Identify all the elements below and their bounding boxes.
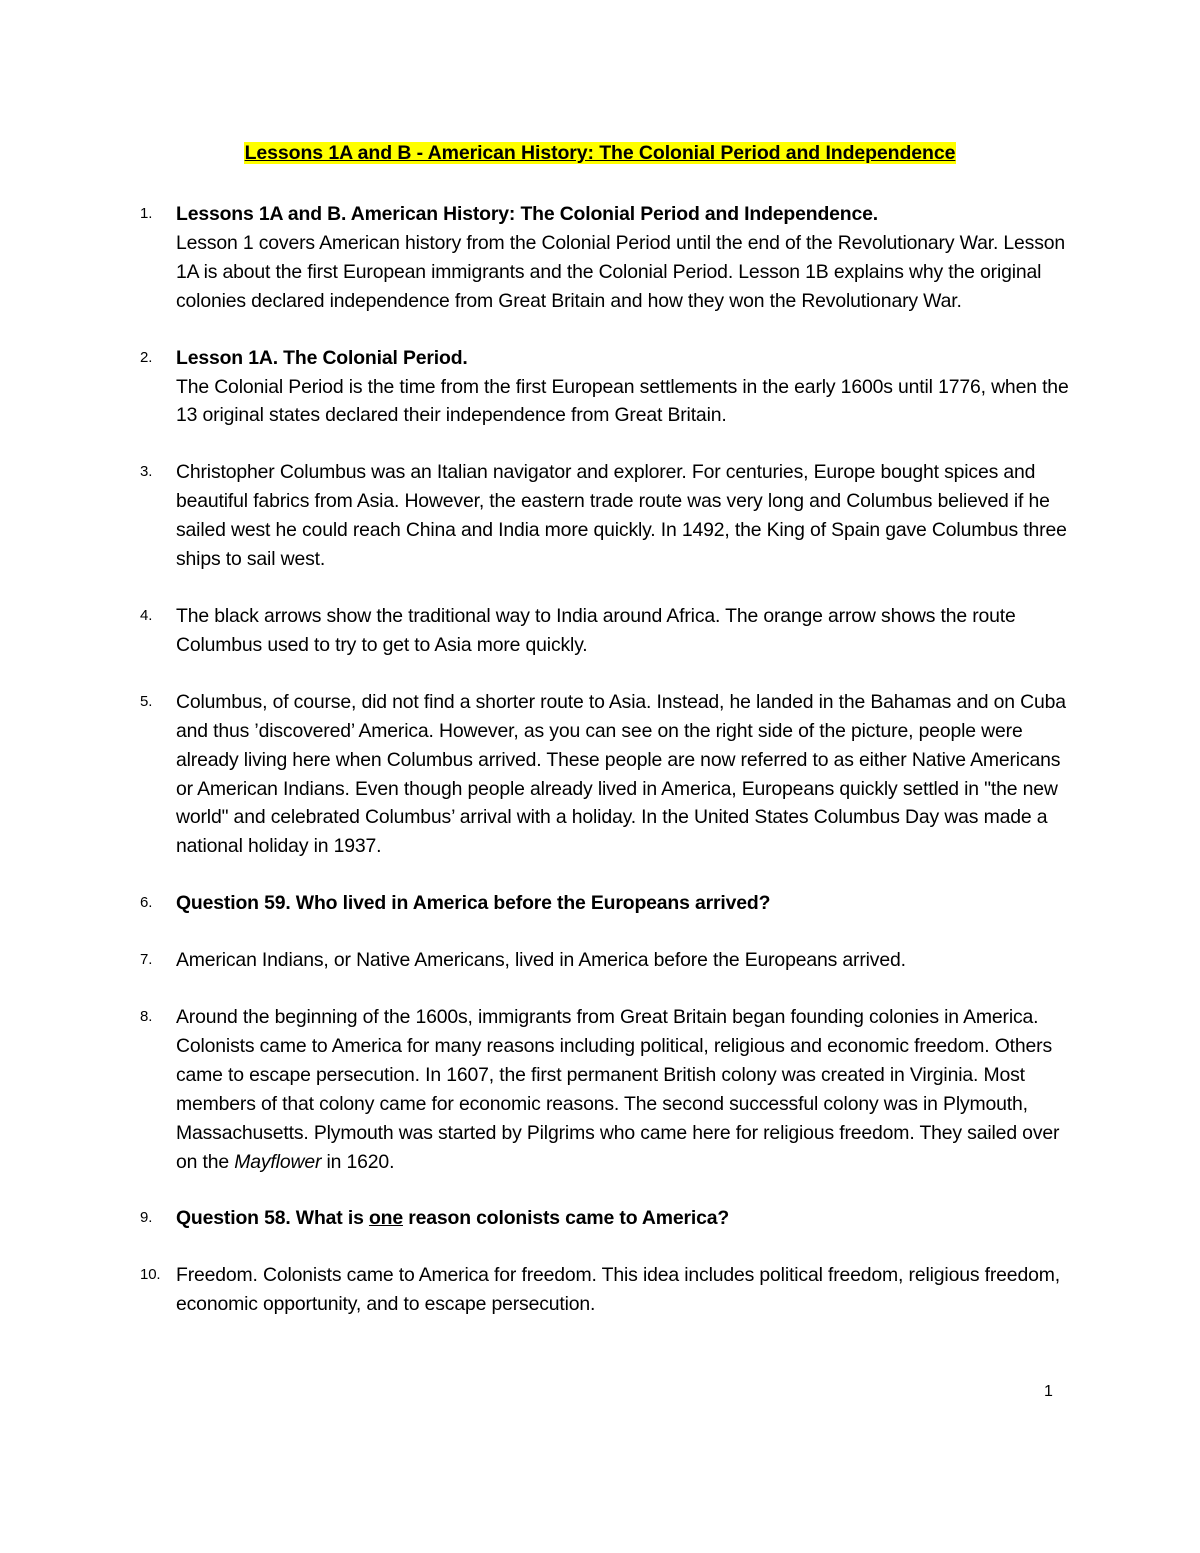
item-body: Christopher Columbus was an Italian navigator and explorer. For centuries, Europe bought spices and beautiful fabrics from Asia. However, the eastern trade route was very long and Columbus believed if he sailed west he could reach China and India more quickly. In 1492, the King of Spain gave Columbus three ships to sail west. <box>176 461 1067 571</box>
item-number: 3. <box>140 463 153 481</box>
numbered-list <box>140 200 1070 1347</box>
item-body-end: in 1620. <box>321 1150 395 1173</box>
page-number: 1 <box>1044 1383 1053 1400</box>
question-heading: Question 59. Who lived in America before the Europeans arrived? <box>176 892 771 915</box>
list-item-4 <box>140 602 1070 660</box>
list-item-2 <box>140 344 1070 431</box>
item-number: 2. <box>140 348 153 366</box>
list-item-10 <box>140 1261 1070 1319</box>
item-body: Freedom. Colonists came to America for freedom. This idea includes political freedom, religious freedom, economic opportunity, and to escape persecution. <box>176 1264 1060 1316</box>
list-item-7 <box>140 946 1070 975</box>
item-number: 10. <box>140 1266 161 1284</box>
ship-name: Mayflower <box>234 1150 322 1173</box>
item-body: The Colonial Period is the time from the first European settlements in the early 1600s until 1776, when the 13 original states declared their independence from Great Britain. <box>176 375 1069 427</box>
list-item-3 <box>140 458 1070 574</box>
item-body: The black arrows show the traditional way to India around Africa. The orange arrow shows the route Columbus used to try to get to Asia more quickly. <box>176 604 1016 656</box>
underlined-word: one <box>368 1207 403 1230</box>
item-body: Columbus, of course, did not find a shorter route to Asia. Instead, he landed in the Bahamas and on Cuba and thus ’discovered’ America. However, as you can see on the right side of the picture, people were already living here when Columbus arrived. These people are now referred to as either Native Americans or American Indians. Even though people already lived in America, Europeans quickly settled in "the new world" and celebrated Columbus’ arrival with a holiday. In the United States Columbus Day was made a national holiday in 1937. <box>176 690 1066 858</box>
item-number: 8. <box>140 1008 153 1026</box>
title-container <box>0 142 1200 165</box>
item-number: 1. <box>140 205 153 222</box>
question-heading <box>176 1207 729 1229</box>
item-number: 5. <box>140 692 153 710</box>
list-item-5 <box>140 688 1070 861</box>
document-title: Lessons 1A and B - American History: The Colonial Period and Independence <box>244 142 956 164</box>
list-item-9 <box>140 1204 1070 1233</box>
item-number: 9. <box>140 1209 153 1227</box>
list-item-8 <box>140 1003 1070 1176</box>
item-body: American Indians, or Native Americans, lived in America before the Europeans arrived. <box>176 949 906 972</box>
item-body: Around the beginning of the 1600s, immigrants from Great Britain began founding colonies in America. Colonists came to America for many reasons including political, religious and economic freedom. Others came to escape persecution. In 1607, the first permanent British colony was created in Virginia. Most members of that colony came for economic reasons. The second successful colony was in Plymouth, Massachusetts. Plymouth was started by Pilgrims who came here for religious freedom. They sailed over on the <box>176 1006 1060 1173</box>
list-item-1 <box>140 200 1070 316</box>
item-number: 6. <box>140 894 153 912</box>
item-body: Lesson 1 covers American history from the Colonial Period until the end of the Revolutionary War. Lesson 1A is about the first European immigrants and the Colonial Period. Lesson 1B explains why the original colonies declared independence from Great Britain and how they won the Revolutionary War. <box>176 231 1066 312</box>
item-number: 4. <box>140 606 153 624</box>
item-number: 7. <box>140 951 153 969</box>
question-heading-end: reason colonists came to America? <box>402 1207 730 1230</box>
item-heading: Lesson 1A. The Colonial Period. <box>176 346 468 369</box>
question-heading-start: Question 58. What is <box>176 1207 369 1230</box>
list-item-6 <box>140 889 1070 918</box>
item-heading: Lessons 1A and B. American History: The Colonial Period and Independence. <box>176 203 878 225</box>
